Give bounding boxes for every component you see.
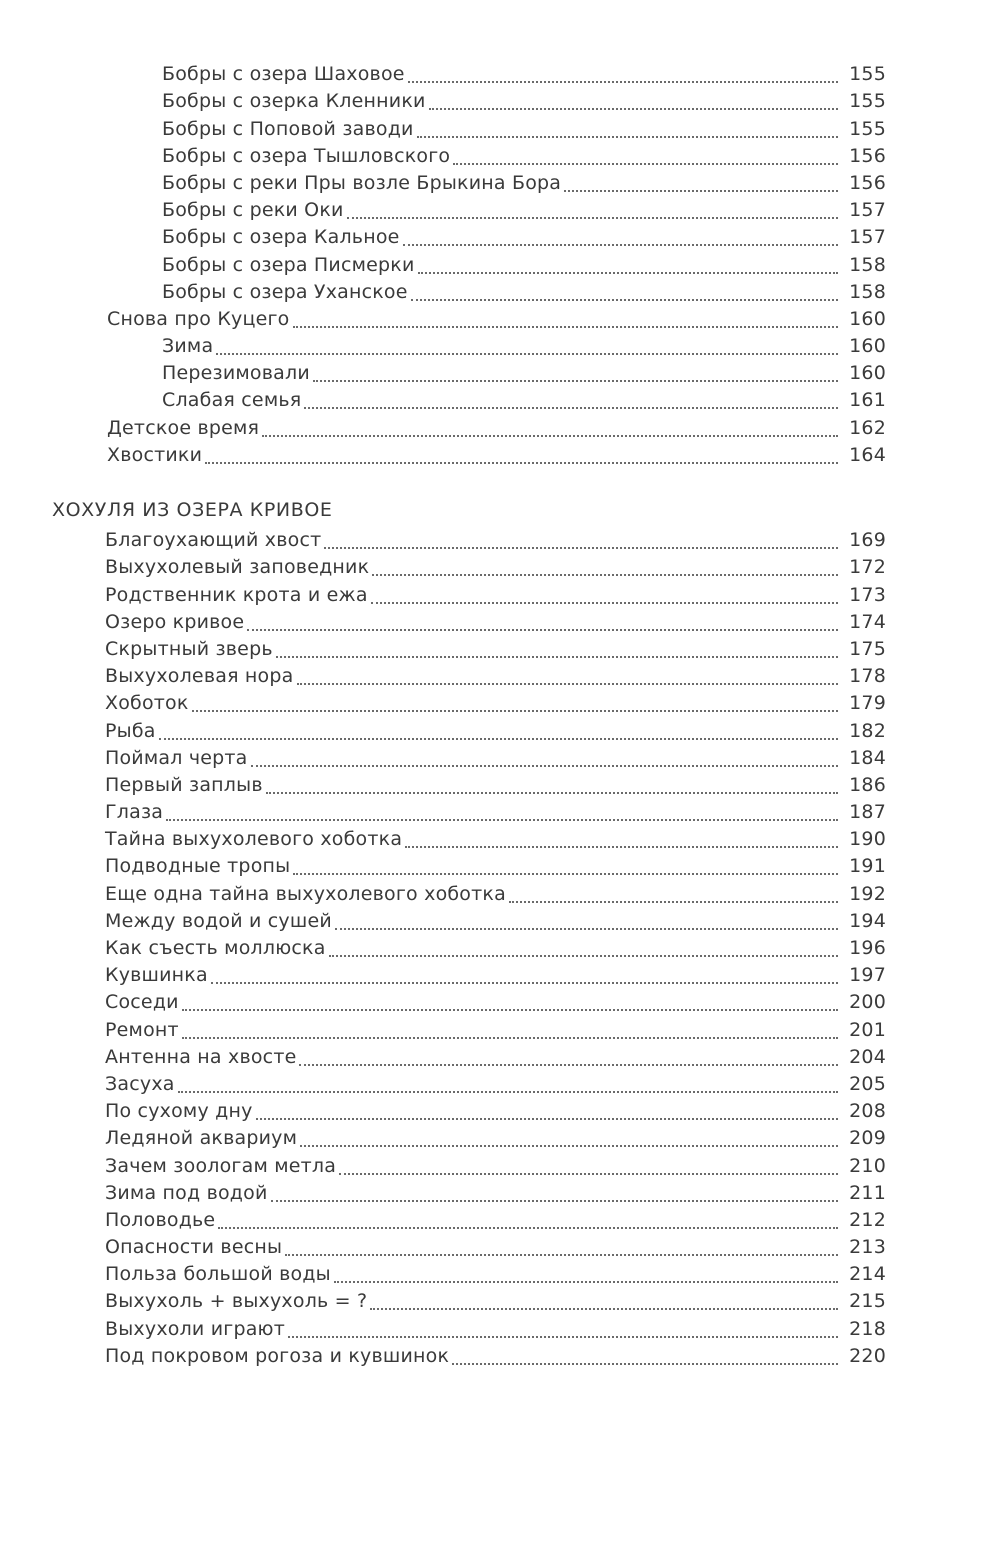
toc-entry[interactable] <box>0 1341 1000 1368</box>
toc-entry[interactable] <box>0 1286 1000 1313</box>
section-heading[interactable]: ХОХУЛЯ ИЗ ОЗЕРА КРИВОЕ <box>52 499 333 521</box>
toc-entry-page: 218 <box>849 1317 886 1340</box>
dot-leader <box>251 765 838 767</box>
toc-entry[interactable] <box>0 607 1000 634</box>
toc-entry-page: 210 <box>849 1154 886 1177</box>
toc-entry-page: 205 <box>849 1072 886 1095</box>
dot-leader <box>271 1200 838 1202</box>
dot-leader <box>452 1363 838 1365</box>
dot-leader <box>335 928 838 930</box>
dot-leader <box>288 1336 838 1338</box>
toc-entry-title: Польза большой воды <box>105 1263 331 1286</box>
toc-entry-title: Выхухолевый заповедник <box>105 556 370 579</box>
toc-entry-title: Бобры с озера Шаховое <box>162 63 405 86</box>
toc-entry[interactable] <box>0 358 1000 385</box>
toc-entry[interactable] <box>0 525 1000 552</box>
dot-leader <box>166 819 838 821</box>
toc-entry-page: 155 <box>849 117 886 140</box>
toc-entry-title: Детское время <box>107 416 260 439</box>
toc-entry-page: 191 <box>849 855 886 878</box>
toc-entry-page: 184 <box>849 746 886 769</box>
toc-entry-title: Половодье <box>105 1208 216 1231</box>
toc-entry-title: Выхухоли играют <box>105 1317 286 1340</box>
toc-entry-title: Зачем зоологам метла <box>105 1154 337 1177</box>
toc-entry-title: Бобры с озера Писмерки <box>162 253 415 276</box>
toc-entry-page: 192 <box>849 882 886 905</box>
toc-entry-page: 212 <box>849 1208 886 1231</box>
toc-entry[interactable] <box>0 59 1000 86</box>
toc-entry[interactable] <box>0 195 1000 222</box>
toc-entry-page: 175 <box>849 637 886 660</box>
toc-entry-page: 209 <box>849 1127 886 1150</box>
toc-entry-title: Подводные тропы <box>105 855 291 878</box>
dot-leader <box>256 1118 838 1120</box>
toc-entry-title: Скрытный зверь <box>105 637 273 660</box>
dot-leader <box>370 1308 838 1310</box>
toc-entry-title: Рыба <box>105 719 156 742</box>
toc-entry-page: 178 <box>849 665 886 688</box>
dot-leader <box>293 873 838 875</box>
toc-entry-title: Перезимовали <box>162 362 310 385</box>
toc-entry-page: 173 <box>849 583 886 606</box>
toc-entry[interactable] <box>0 851 1000 878</box>
dot-leader <box>192 710 838 712</box>
toc-entry-title: Еще одна тайна выхухолевого хоботка <box>105 882 506 905</box>
toc-entry-title: Ремонт <box>105 1018 179 1041</box>
toc-entry[interactable] <box>0 1096 1000 1123</box>
toc-entry[interactable] <box>0 1014 1000 1041</box>
dot-leader <box>159 738 838 740</box>
toc-entry[interactable] <box>0 1069 1000 1096</box>
dot-leader <box>218 1227 838 1229</box>
dot-leader <box>334 1281 838 1283</box>
toc-entry-title: Выхухолевая нора <box>105 665 294 688</box>
toc-entry[interactable] <box>0 1042 1000 1069</box>
toc-entry[interactable] <box>0 249 1000 276</box>
toc-entry-page: 200 <box>849 991 886 1014</box>
toc-entry-title: Бобры с озерка Кленники <box>162 90 426 113</box>
toc-entry-page: 214 <box>849 1263 886 1286</box>
toc-entry-title: По сухому дну <box>105 1100 253 1123</box>
dot-leader <box>297 683 839 685</box>
toc-entry-title: Поймал черта <box>105 746 248 769</box>
toc-entry[interactable] <box>0 331 1000 358</box>
toc-entry-page: 156 <box>849 144 886 167</box>
toc-entry-title: Соседи <box>105 991 179 1014</box>
toc-entry-page: 187 <box>849 801 886 824</box>
toc-entry-page: 208 <box>849 1100 886 1123</box>
toc-entry-title: Бобры с озера Кальное <box>162 226 400 249</box>
toc-entry[interactable] <box>0 987 1000 1014</box>
toc-entry-page: 213 <box>849 1236 886 1259</box>
toc-entry[interactable] <box>0 1178 1000 1205</box>
dot-leader <box>509 901 838 903</box>
dot-leader <box>403 244 838 246</box>
toc-entry-title: Бобры с реки Пры возле Брыкина Бора <box>162 171 562 194</box>
dot-leader <box>408 81 838 83</box>
dot-leader <box>371 602 838 604</box>
dot-leader <box>418 272 838 274</box>
toc-entry[interactable] <box>0 688 1000 715</box>
toc-entry-title: Засуха <box>105 1072 175 1095</box>
toc-entry-page: 160 <box>849 362 886 385</box>
toc-entry[interactable] <box>0 770 1000 797</box>
toc-entry-page: 164 <box>849 443 886 466</box>
toc-entry-title: Зима <box>162 335 214 358</box>
toc-entry-title: Бобры с озера Уханское <box>162 280 408 303</box>
toc-entry[interactable] <box>0 634 1000 661</box>
toc-entry-page: 172 <box>849 556 886 579</box>
toc-entry[interactable] <box>0 661 1000 688</box>
dot-leader <box>300 1145 838 1147</box>
toc-section-khokhulya <box>0 498 1000 1368</box>
toc-entry[interactable] <box>0 222 1000 249</box>
toc-entry-page: 155 <box>849 90 886 113</box>
toc-entry[interactable] <box>0 1313 1000 1340</box>
toc-entry-title: Бобры с Поповой заводи <box>162 117 414 140</box>
toc-entry[interactable] <box>0 141 1000 168</box>
toc-entry[interactable] <box>0 743 1000 770</box>
toc-entry-title: Первый заплыв <box>105 773 263 796</box>
toc-entry[interactable] <box>0 113 1000 140</box>
dot-leader <box>276 656 838 658</box>
toc-entry-page: 158 <box>849 253 886 276</box>
toc-entry-page: 155 <box>849 63 886 86</box>
toc-entry-title: Снова про Куцего <box>107 307 290 330</box>
toc-entry-page: 157 <box>849 199 886 222</box>
dot-leader <box>429 108 838 110</box>
dot-leader <box>304 407 838 409</box>
toc-entry-page: 201 <box>849 1018 886 1041</box>
dot-leader <box>262 435 838 437</box>
toc-entry-page: 174 <box>849 610 886 633</box>
toc-entry[interactable] <box>0 1205 1000 1232</box>
toc-entry-title: Тайна выхухолевого хоботка <box>105 828 403 851</box>
toc-entry-title: Кувшинка <box>105 964 208 987</box>
toc-entry-page: 160 <box>849 335 886 358</box>
toc-entry-title: Как съесть моллюска <box>105 937 326 959</box>
dot-leader <box>178 1091 838 1093</box>
dot-leader <box>216 353 838 355</box>
dot-leader <box>329 955 838 957</box>
toc-entry-title: Бобры с озера Тышловского <box>162 144 451 167</box>
dot-leader <box>372 574 838 576</box>
toc-entry-title: Бобры с реки Оки <box>162 199 344 222</box>
toc-entry-title: Озеро кривое <box>105 610 245 633</box>
dot-leader <box>324 547 838 549</box>
dot-leader <box>293 326 838 328</box>
toc-entry-title: Ледяной аквариум <box>105 1127 298 1150</box>
dot-leader <box>182 1037 838 1039</box>
dot-leader <box>411 299 838 301</box>
toc-entry-page: 161 <box>849 389 886 412</box>
toc-entry[interactable] <box>0 933 1000 960</box>
toc-entry[interactable] <box>0 277 1000 304</box>
dot-leader <box>417 136 838 138</box>
toc-entry[interactable] <box>0 1232 1000 1259</box>
toc-entry[interactable] <box>0 1150 1000 1177</box>
toc-entry-title: Хвостики <box>107 443 203 466</box>
dot-leader <box>182 1009 838 1011</box>
toc-entry-title: Зима под водой <box>105 1181 268 1204</box>
toc-entry-page: 158 <box>849 280 886 303</box>
toc-entry[interactable] <box>0 86 1000 113</box>
dot-leader <box>405 846 838 848</box>
toc-continued-block <box>0 59 1000 467</box>
dot-leader <box>247 629 838 631</box>
toc-entry-title: Выхухоль + выхухоль = ? <box>105 1290 368 1313</box>
toc-entry[interactable] <box>0 385 1000 412</box>
toc-entry[interactable] <box>0 440 1000 467</box>
toc-entry-page: 162 <box>849 416 886 439</box>
toc-entry-title: Глаза <box>105 801 164 824</box>
toc-entry-page: 196 <box>849 937 886 959</box>
toc-entry-title: Под покровом рогоза и кувшинок <box>105 1344 450 1367</box>
toc-entry-page: 190 <box>849 828 886 851</box>
dot-leader <box>299 1064 838 1066</box>
toc-entry-page: 157 <box>849 226 886 249</box>
toc-entry-page: 186 <box>849 773 886 796</box>
toc-entry[interactable] <box>0 168 1000 195</box>
toc-entry[interactable] <box>0 824 1000 851</box>
dot-leader <box>211 982 838 984</box>
toc-entry[interactable] <box>0 878 1000 905</box>
dot-leader <box>285 1254 838 1256</box>
toc-entry-title: Между водой и сушей <box>105 909 332 932</box>
toc-entry[interactable] <box>0 1259 1000 1286</box>
toc-entry-page: 215 <box>849 1290 886 1313</box>
toc-entry-title: Родственник крота и ежа <box>105 583 368 606</box>
dot-leader <box>205 462 838 464</box>
toc-entry[interactable] <box>0 579 1000 606</box>
toc-entry[interactable] <box>0 552 1000 579</box>
dot-leader <box>313 380 838 382</box>
toc-entry[interactable] <box>0 304 1000 331</box>
toc-entry-title: Благоухающий хвост <box>105 529 322 552</box>
toc-entry-title: Хоботок <box>105 692 189 715</box>
toc-entry[interactable] <box>0 412 1000 439</box>
dot-leader <box>339 1173 838 1175</box>
toc-entry-page: 156 <box>849 171 886 194</box>
toc-entry-page: 211 <box>849 1181 886 1204</box>
toc-entry-page: 204 <box>849 1045 886 1068</box>
toc-entry-title: Слабая семья <box>162 389 302 412</box>
dot-leader <box>266 792 838 794</box>
toc-entry-page: 182 <box>849 719 886 742</box>
dot-leader <box>347 217 838 219</box>
toc-entry-page: 197 <box>849 964 886 987</box>
toc-entry[interactable] <box>0 715 1000 742</box>
toc-entry[interactable] <box>0 906 1000 933</box>
toc-entry-page: 194 <box>849 909 886 932</box>
dot-leader <box>453 163 838 165</box>
dot-leader <box>564 190 838 192</box>
toc-entry[interactable] <box>0 797 1000 824</box>
toc-entry-title: Антенна на хвосте <box>105 1045 297 1068</box>
toc-entry-page: 179 <box>849 692 886 715</box>
toc-entry[interactable] <box>0 1123 1000 1150</box>
toc-entry-page: 169 <box>849 529 886 552</box>
toc-entry-title: Опасности весны <box>105 1236 283 1259</box>
toc-entry[interactable] <box>0 960 1000 987</box>
toc-entry-page: 160 <box>849 307 886 330</box>
toc-entry-page: 220 <box>849 1344 886 1367</box>
